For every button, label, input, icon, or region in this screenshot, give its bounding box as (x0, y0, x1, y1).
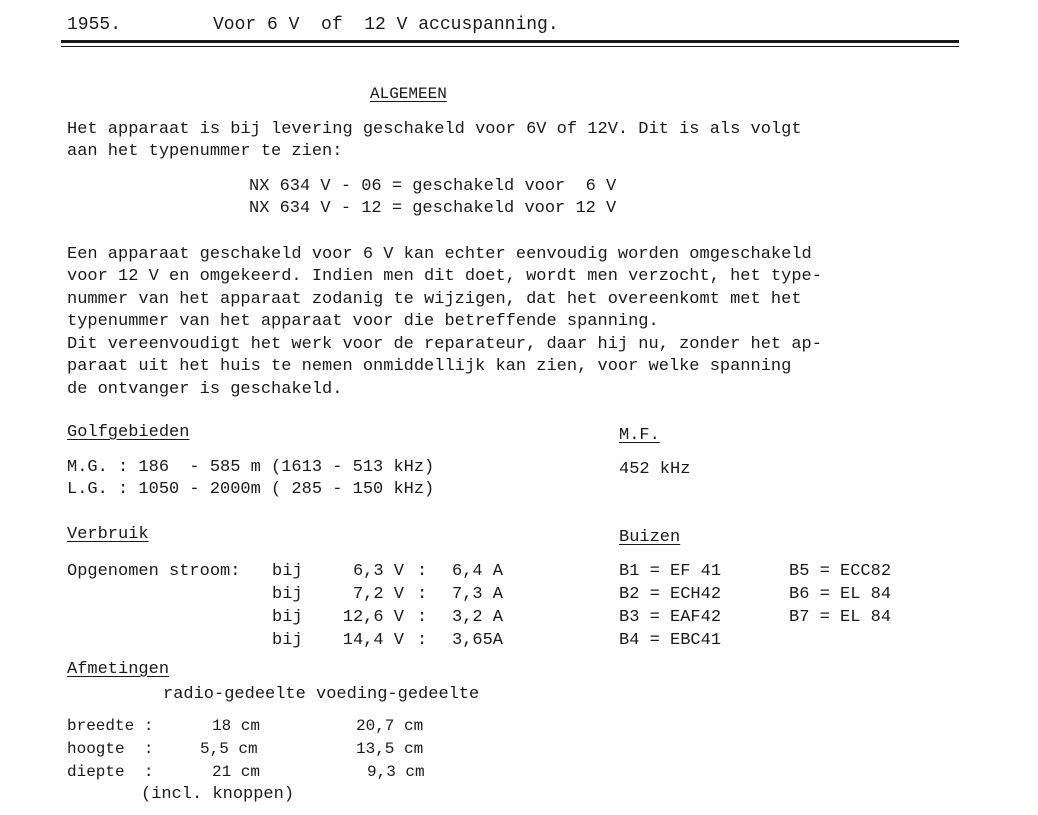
algemeen-body-line-5: Dit vereenvoudigt het werk voor de reparateur, daar hij nu, zonder het ap- (67, 335, 822, 354)
verbruik-row-2-amp: 7,3 A (452, 585, 504, 604)
afmetingen-diepte-radio: 21 cm (212, 763, 261, 781)
algemeen-body-line-6: paraat uit het huis te nemen onmiddellijk kan zien, voor welke spanning (67, 357, 792, 376)
header-title: Voor 6 V of 12 V accuspanning. (213, 15, 559, 35)
buizen-heading: Buizen (619, 528, 681, 547)
afmetingen-hoogte-label: hoogte : (67, 740, 154, 758)
algemeen-heading: ALGEMEEN (370, 85, 447, 103)
verbruik-row-1-volt: 6,3 V (352, 562, 404, 581)
afmetingen-diepte-label: diepte : (67, 763, 154, 781)
verbruik-row-2-sep: : (417, 585, 428, 604)
verbruik-heading: Verbruik (67, 525, 149, 544)
verbruik-row-4-volt: 14,4 V (342, 631, 404, 650)
afmetingen-heading: Afmetingen (67, 660, 170, 679)
algemeen-body-line-1: Een apparaat geschakeld voor 6 V kan echter eenvoudig worden omgeschakeld (67, 245, 812, 264)
verbruik-row-3-sep: : (417, 608, 428, 627)
afmetingen-breedte-radio: 18 cm (212, 717, 261, 735)
verbruik-row-2-volt: 7,2 V (352, 585, 404, 604)
afmetingen-breedte-label: breedte : (67, 717, 154, 735)
verbruik-row-3-volt: 12,6 V (342, 608, 404, 627)
verbruik-label: Opgenomen stroom: (67, 562, 241, 581)
verbruik-row-4-amp: 3,65A (452, 631, 504, 650)
verbruik-row-3-amp: 3,2 A (452, 608, 504, 627)
type-number-06: NX 634 V - 06 = geschakeld voor 6 V (249, 177, 617, 196)
type-number-12: NX 634 V - 12 = geschakeld voor 12 V (249, 199, 617, 218)
buizen-col1-item: B4 = EBC41 (619, 631, 722, 650)
algemeen-intro-line-2: aan het typenummer te zien: (67, 142, 343, 161)
verbruik-row-1-amp: 6,4 A (452, 562, 504, 581)
golfgebieden-mg-row: M.G. : 186 - 585 m (1613 - 513 kHz) (67, 458, 435, 477)
verbruik-row-4-pre: bij (272, 631, 303, 650)
header-rule (61, 40, 959, 43)
verbruik-row-3-pre: bij (272, 608, 303, 627)
header-year: 1955. (67, 15, 122, 35)
buizen-col1-item: B3 = EAF42 (619, 608, 722, 627)
verbruik-row-1-pre: bij (272, 562, 303, 581)
afmetingen-note: (incl. knoppen) (141, 785, 295, 804)
verbruik-row-2-pre: bij (272, 585, 303, 604)
afmetingen-diepte-voeding: 9,3 cm (367, 763, 425, 781)
algemeen-body-line-2: voor 12 V en omgekeerd. Indien men dit doet, wordt men verzocht, het type- (67, 267, 822, 286)
algemeen-body-line-3: nummer van het apparaat zodanig te wijzigen, dat het overeenkomt met het (67, 290, 802, 309)
header-rule-secondary (61, 46, 959, 47)
mf-heading: M.F. (619, 426, 660, 445)
afmetingen-column-headers: radio-gedeelte voeding-gedeelte (163, 685, 480, 704)
algemeen-body-line-4: typenummer van het apparaat voor die betreffende spanning. (67, 312, 659, 331)
verbruik-row-4-sep: : (417, 631, 428, 650)
afmetingen-breedte-voeding: 20,7 cm (356, 717, 424, 735)
buizen-col2-item: B5 = ECC82 (789, 562, 892, 581)
buizen-col1-item: B2 = ECH42 (619, 585, 722, 604)
golfgebieden-heading: Golfgebieden (67, 423, 190, 442)
algemeen-intro-line-1: Het apparaat is bij levering geschakeld voor 6V of 12V. Dit is als volgt (67, 120, 802, 139)
buizen-col2-item: B7 = EL 84 (789, 608, 892, 627)
mf-value: 452 kHz (619, 460, 691, 479)
algemeen-body-line-7: de ontvanger is geschakeld. (67, 380, 343, 399)
afmetingen-hoogte-voeding: 13,5 cm (356, 740, 424, 758)
afmetingen-hoogte-radio: 5,5 cm (200, 740, 258, 758)
buizen-col2-item: B6 = EL 84 (789, 585, 892, 604)
buizen-col1-item: B1 = EF 41 (619, 562, 722, 581)
verbruik-row-1-sep: : (417, 562, 428, 581)
golfgebieden-lg-row: L.G. : 1050 - 2000m ( 285 - 150 kHz) (67, 480, 435, 499)
